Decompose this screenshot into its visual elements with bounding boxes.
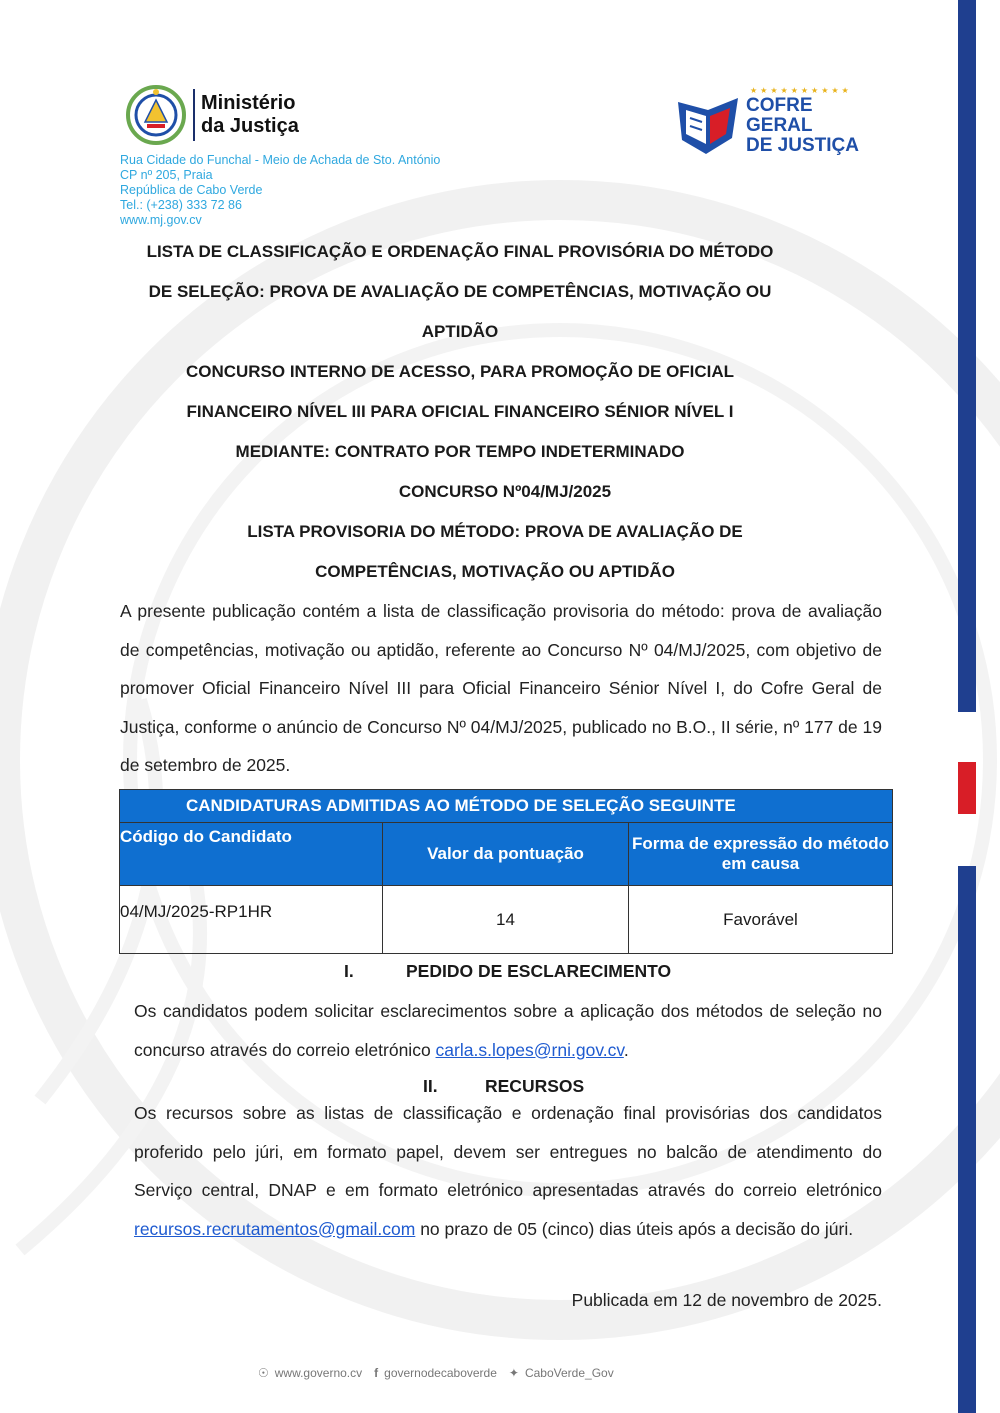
intro-paragraph: A presente publicação contém a lista de classificação provisoria do método: prova de avaliação de competências, motivação ou aptidão, referente ao Concurso Nº 04/MJ/2025, com objetivo de promover Oficial Financeiro Nível III para Oficial Financeiro Sénior Nível I, do Cofre Geral de Justiça, conforme o anúncio de Concurso Nº 04/MJ/2025, publicado no B.O., II série, nº 177 de 19 de setembro de 2025. bbox=[120, 601, 882, 775]
address-phone: Tel.: (+238) 333 72 86 bbox=[120, 198, 242, 212]
side-bar-red bbox=[958, 762, 976, 814]
cell-candidate-code: 04/MJ/2025-RP1HR bbox=[120, 886, 383, 954]
ministry-logo-divider bbox=[193, 89, 195, 141]
cape-verde-coat-of-arms-icon bbox=[125, 84, 187, 146]
cofre-name bbox=[746, 96, 882, 156]
ministry-address bbox=[120, 153, 440, 228]
cofre-name-line1: COFRE GERAL bbox=[746, 95, 813, 136]
title-line: DE SELEÇÃO: PROVA DE AVALIAÇÃO DE COMPETÊNCIAS, MOTIVAÇÃO OU bbox=[148, 282, 772, 301]
clarification-email-link[interactable]: carla.s.lopes@rni.gov.cv bbox=[435, 1039, 624, 1060]
ministry-logo bbox=[125, 84, 299, 146]
title-line: MEDIANTE: CONTRATO POR TEMPO INDETERMINADO bbox=[235, 442, 685, 461]
candidates-table bbox=[119, 789, 893, 954]
footer-facebook[interactable]: governodecaboverde bbox=[384, 1366, 497, 1380]
facebook-icon: f bbox=[374, 1366, 379, 1380]
side-bar-blue-top bbox=[958, 0, 976, 712]
title-line: FINANCEIRO NÍVEL III PARA OFICIAL FINANCEIRO SÉNIOR NÍVEL I bbox=[186, 402, 734, 421]
clarification-text: Os candidatos podem solicitar esclarecimentos sobre a aplicação dos métodos de seleção no concurso através do correio eletrónico bbox=[134, 1001, 882, 1060]
ministry-name-line1: Ministério bbox=[201, 92, 296, 114]
address-postal: CP nº 205, Praia bbox=[120, 168, 213, 182]
section-numeral: II. bbox=[423, 1076, 438, 1096]
footer-website[interactable]: www.governo.cv bbox=[274, 1366, 363, 1380]
side-bar-blue-bottom bbox=[958, 866, 976, 1413]
cell-score: 14 bbox=[383, 886, 629, 954]
clarification-text-end: . bbox=[623, 1039, 629, 1060]
ministry-name bbox=[201, 92, 299, 138]
column-header-code: Código do Candidato bbox=[120, 823, 383, 886]
title-line: APTIDÃO bbox=[421, 322, 499, 341]
section-title: PEDIDO DE ESCLARECIMENTO bbox=[406, 961, 672, 981]
section-heading-clarification bbox=[344, 961, 671, 982]
address-website: www.mj.gov.cv bbox=[120, 213, 202, 227]
address-country: República de Cabo Verde bbox=[120, 183, 263, 197]
title-line: CONCURSO INTERNO DE ACESSO, PARA PROMOÇÃO DE OFICIAL bbox=[185, 362, 735, 381]
table-row bbox=[120, 886, 893, 954]
cofre-book-icon bbox=[672, 88, 744, 160]
column-header-score: Valor da pontuação bbox=[383, 823, 629, 886]
globe-icon: ☉ bbox=[258, 1366, 269, 1380]
column-header-expression: Forma de expressão do método em causa bbox=[629, 823, 893, 886]
appeals-text-end: no prazo de 05 (cinco) dias úteis após a decisão do júri. bbox=[415, 1218, 854, 1239]
appeals-text: Os recursos sobre as listas de classificação e ordenação final provisórias dos candidatos proferido pelo júri, em formato papel, devem ser entregues no balcão de atendimento do Serviço central, DNAP e em formato eletrónico apresentadas através do correio eletrónico bbox=[134, 1103, 882, 1200]
footer-twitter[interactable]: CaboVerde_Gov bbox=[524, 1366, 614, 1380]
twitter-icon: ✦ bbox=[508, 1366, 519, 1380]
ministry-name-line2: da Justiça bbox=[201, 115, 299, 137]
title-line: COMPETÊNCIAS, MOTIVAÇÃO OU APTIDÃO bbox=[315, 562, 675, 581]
table-caption: CANDIDATURAS ADMITIDAS AO MÉTODO DE SELEÇÃO SEGUINTE bbox=[120, 790, 893, 823]
document-title bbox=[120, 232, 800, 352]
cofre-name-line2: DE JUSTIÇA bbox=[746, 135, 859, 156]
section-numeral: I. bbox=[344, 961, 354, 981]
clarification-paragraph bbox=[134, 992, 882, 1069]
footer bbox=[258, 1366, 614, 1380]
title-line: LISTA PROVISORIA DO MÉTODO: PROVA DE AVALIAÇÃO DE bbox=[247, 522, 743, 541]
address-street: Rua Cidade do Funchal - Meio de Achada de Sto. António bbox=[120, 153, 441, 167]
title-line: LISTA DE CLASSIFICAÇÃO E ORDENAÇÃO FINAL PROVISÓRIA DO MÉTODO bbox=[146, 242, 774, 261]
cell-expression: Favorável bbox=[629, 886, 893, 954]
appeals-email-link[interactable]: recursos.recrutamentos@gmail.com bbox=[134, 1218, 416, 1239]
contest-title bbox=[120, 352, 800, 592]
cofre-stars: ★★★★★★★★★★ bbox=[750, 86, 852, 95]
publication-date: Publicada em 12 de novembro de 2025. bbox=[571, 1290, 882, 1310]
appeals-paragraph bbox=[134, 1094, 882, 1248]
section-title: RECURSOS bbox=[485, 1076, 585, 1096]
contest-number: CONCURSO Nº04/MJ/2025 bbox=[398, 482, 612, 501]
cofre-geral-logo bbox=[672, 86, 882, 158]
